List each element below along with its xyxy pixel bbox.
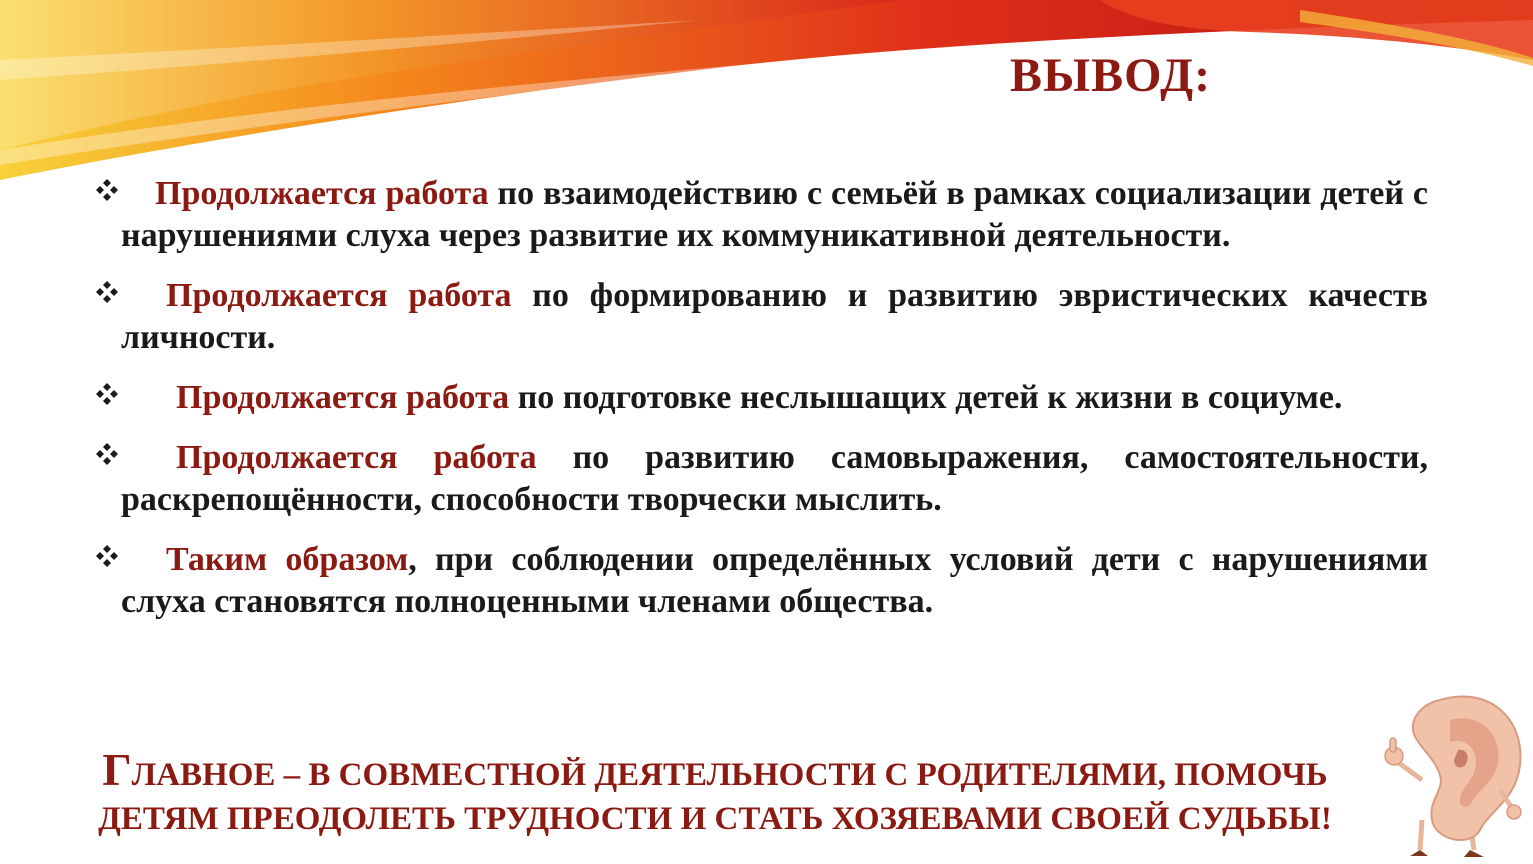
- bullet-lead: Продолжается работа: [176, 379, 510, 416]
- conclusion-line-2: ДЕТЯМ ПРЕОДОЛЕТЬ ТРУДНОСТИ И СТАТЬ ХОЗЯЕВАМИ СВОЕЙ СУДЬБЫ!: [98, 801, 1332, 837]
- conclusion-line-1: [95, 744, 1335, 797]
- conclusion-text: [95, 744, 1335, 841]
- bullet-text: по подготовке неслышащих детей к жизни в социуме.: [509, 379, 1343, 416]
- bullet-text: по взаимодействию с семьёй в рамках социализации детей с нарушениями слуха через развитие их коммуникативной деятельности.: [121, 175, 1429, 254]
- bullet-text: по развитию самовыражения, самостоятельности, раскрепощённости, способности творчески мыслить.: [121, 439, 1428, 518]
- bullet-lead: Продолжается работа: [176, 439, 537, 476]
- diamond-bullet-icon: [95, 544, 119, 568]
- list-item: [95, 275, 1428, 359]
- conclusion-line-1-text: ЛАВНОЕ – В СОВМЕСТНОЙ ДЕЯТЕЛЬНОСТИ С РОДИТЕЛЯМИ, ПОМОЧЬ: [131, 757, 1328, 793]
- diamond-bullet-icon: [95, 280, 119, 304]
- decorative-swoosh-banner: [0, 0, 1533, 200]
- list-item: [95, 539, 1428, 623]
- bullet-text: , при соблюдении определённых условий дети с нарушениями слуха становятся полноценными членами общества.: [121, 541, 1428, 620]
- bullet-lead: Таким образом: [166, 541, 409, 578]
- list-item: [95, 377, 1428, 419]
- ear-mascot-icon: [1380, 690, 1530, 860]
- bullet-lead: Продолжается работа: [166, 277, 512, 314]
- diamond-bullet-icon: [95, 382, 119, 406]
- diamond-bullet-icon: [95, 178, 119, 202]
- diamond-bullet-icon: [95, 442, 119, 466]
- list-item: [95, 437, 1428, 521]
- bullet-lead: Продолжается работа: [155, 175, 489, 212]
- bullet-text: по формированию и развитию эвристических качеств личности.: [121, 277, 1428, 356]
- bullet-list: [95, 173, 1428, 641]
- list-item: [95, 173, 1428, 257]
- slide-title: ВЫВОД:: [1010, 49, 1212, 102]
- conclusion-initial: Г: [102, 744, 132, 795]
